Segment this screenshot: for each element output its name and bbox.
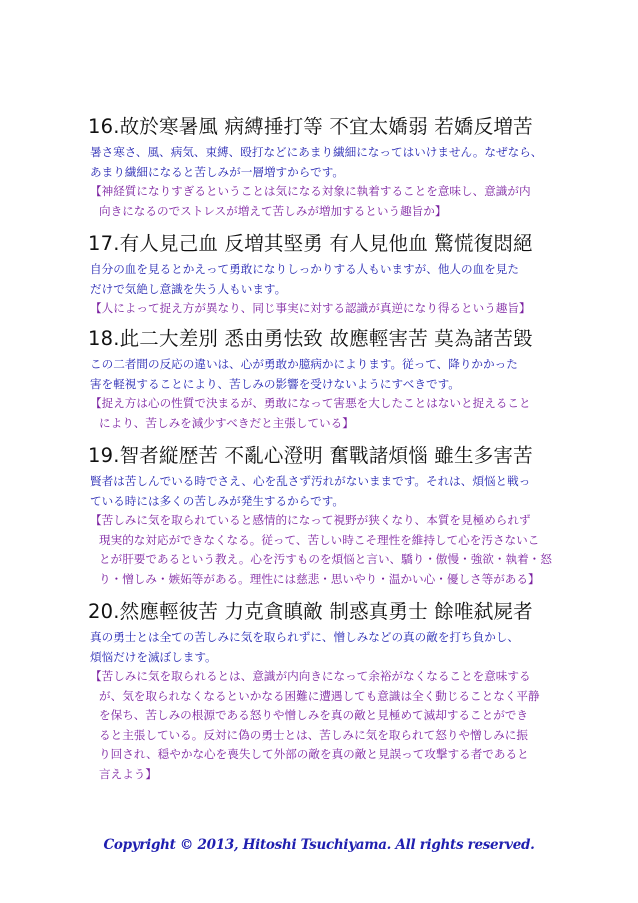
verse-commentary bbox=[90, 511, 558, 589]
verse-section-17 bbox=[88, 231, 558, 319]
verse-commentary bbox=[90, 299, 558, 319]
translation-line: ている時には多くの苦しみが発生するからです。 bbox=[90, 493, 345, 508]
verse-section-18 bbox=[88, 326, 558, 433]
commentary-line: り回され、穏やかな心を喪失して外部の敵を真の敵と見誤って攻撃する者であると bbox=[99, 747, 529, 761]
verse-translation bbox=[90, 355, 558, 394]
commentary-line: 言えよう】 bbox=[99, 766, 157, 781]
verse-translation bbox=[90, 143, 558, 182]
verse-commentary bbox=[90, 394, 558, 433]
commentary-line: 【神経質になりすぎるということは気になる対象に執着することを意味し、意識が内 bbox=[90, 184, 531, 198]
commentary-line: 現実的な対応ができなくなる。従って、苦しい時こそ理性を維持して心を汚さないこ bbox=[99, 532, 540, 547]
commentary-line: が、気を取られなくなるといかなる困難に遭遇しても意識は全く動じることなく平静 bbox=[99, 688, 540, 703]
commentary-line: 【捉え方は心の性質で決まるが、勇敢になって害悪を大したことはないと捉えること bbox=[90, 396, 531, 410]
verse-heading: 16.故於寒暑風 病縛捶打等 不宜太嬌弱 若嬌反増苦 bbox=[88, 115, 533, 138]
translation-line: 暑さ寒さ、風、病気、束縛、殴打などにあまり繊細になってはいけません。なぜなら、 bbox=[90, 145, 543, 159]
translation-line: 真の勇士とは全ての苦しみに気を取られずに、憎しみなどの真の敵を打ち負かし、 bbox=[90, 630, 519, 644]
commentary-line: ると主張している。反対に偽の勇士とは、苦しみに気を取られて怒りや憎しみに振 bbox=[99, 727, 528, 742]
translation-line: 煩悩だけを滅ぼします。 bbox=[90, 649, 217, 664]
verse-commentary bbox=[90, 667, 558, 784]
translation-line: 自分の血を見るとかえって勇敢になりしっかりする人もいますが、他人の血を見た bbox=[90, 262, 519, 276]
translation-line: あまり繊細になると苦しみが一層増すからです。 bbox=[90, 164, 345, 179]
verse-heading: 17.有人見己血 反増其堅勇 有人見他血 驚慌復悶絕 bbox=[88, 232, 533, 255]
verse-section-19 bbox=[88, 443, 558, 589]
commentary-line: 【苦しみに気を取られるとは、意識が内向きになって余裕がなくなることを意味する bbox=[90, 669, 531, 683]
commentary-line: を保ち、苦しみの根源である怒りや憎しみを真の敵と見極めて滅却することができ bbox=[99, 708, 528, 722]
verse-heading: 18.此二大差別 悉由勇怯致 故應輕害苦 莫為諸苦毀 bbox=[88, 327, 533, 350]
commentary-line: とが肝要であるという教え。心を汚すものを煩悩と言い、驕り・傲慢・強欲・執着・怒 bbox=[99, 552, 552, 566]
verse-commentary bbox=[90, 182, 558, 221]
verse-heading: 19.智者縦歴苦 不亂心澄明 奮戰諸煩惱 雖生多害苦 bbox=[88, 444, 533, 467]
translation-line: この二者間の反応の違いは、心が勇敢か臆病かによります。従って、降りかかった bbox=[90, 357, 518, 371]
translation-line: 害を軽視することにより、苦しみの影響を受けないようにすべきです。 bbox=[90, 376, 460, 391]
verse-section-16 bbox=[88, 114, 558, 221]
copyright-notice: Copyright © 2013, Hitoshi Tsuchiyama. All rights reserved. bbox=[103, 837, 535, 853]
verse-heading: 20.然應輕彼苦 力克貪瞋敵 制惑真勇士 餘唯弑屍者 bbox=[88, 600, 533, 623]
commentary-line: 【苦しみに気を取られていると感情的になって視野が狭くなり、本質を見極められず bbox=[90, 513, 531, 527]
verse-section-20 bbox=[88, 599, 558, 784]
verse-translation bbox=[90, 472, 558, 511]
commentary-line: 【人によって捉え方が異なり、同じ事実に対する認識が真逆になり得るという趣旨】 bbox=[90, 301, 531, 315]
commentary-line: り・憎しみ・嫉妬等がある。理性には慈悲・思いやり・温かい心・優しさ等がある】 bbox=[99, 571, 540, 586]
verse-translation bbox=[90, 628, 558, 667]
commentary-line: 向きになるのでストレスが増えて苦しみが増加するという趣旨か】 bbox=[99, 203, 447, 218]
commentary-line: により、苦しみを減少すべきだと主張している】 bbox=[99, 415, 354, 430]
translation-line: 賢者は苦しんでいる時でさえ、心を乱さず汚れがないままです。それは、煩悩と戦っ bbox=[90, 474, 531, 488]
translation-line: だけで気絶し意識を失う人もいます。 bbox=[90, 281, 287, 296]
verse-translation bbox=[90, 260, 558, 299]
